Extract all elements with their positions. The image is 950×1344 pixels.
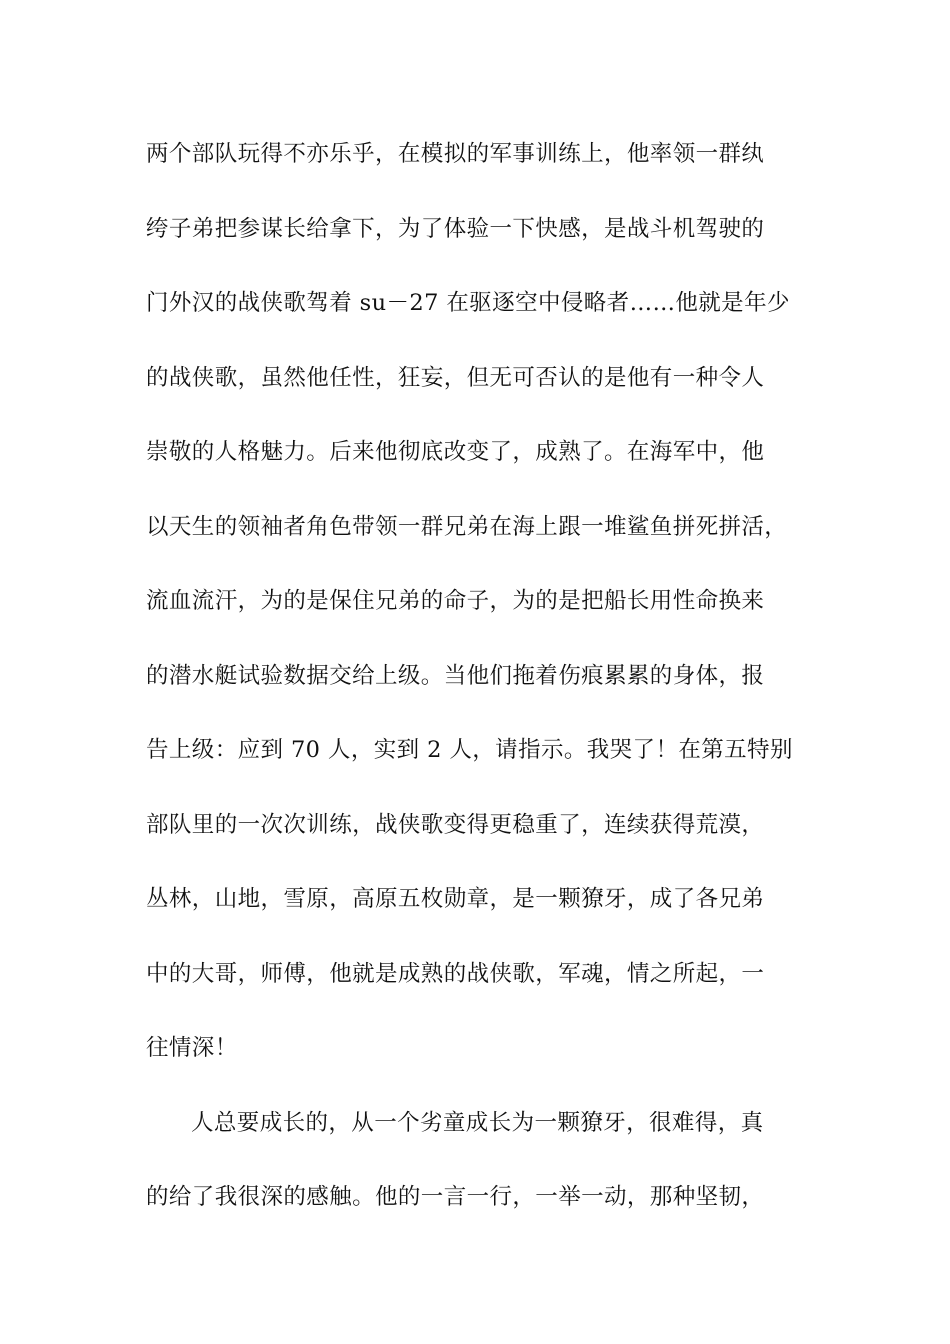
paragraph-2 (146, 1101, 826, 1250)
text-line: 的战侠歌，虽然他任性，狂妄，但无可否认的是他有一种令人 (146, 364, 765, 391)
body-text (146, 132, 826, 1250)
text-line: 部队里的一次次训练，战侠歌变得更稳重了，连续获得荒漠， (146, 811, 765, 838)
text-line: 崇敬的人格魅力。后来他彻底改变了，成熟了。在海军中，他 (146, 439, 765, 465)
text-line: 往情深！ (146, 1035, 238, 1061)
text-line: 两个部队玩得不亦乐乎，在模拟的军事训练上，他率领一群纨 (146, 141, 765, 167)
text-line: 丛林，山地，雪原，高原五枚勋章，是一颗獠牙，成了各兄弟 (146, 886, 765, 912)
text-line: 人总要成长的，从一个劣童成长为一颗獠牙，很难得，真 (191, 1109, 764, 1136)
paragraph-1 (146, 132, 826, 1101)
text-line: 的给了我很深的感触。他的一言一行，一举一动，那种坚韧， (146, 1184, 765, 1210)
text-line: 绔子弟把参谋长给拿下，为了体验一下快感，是战斗机驾驶的 (146, 215, 765, 242)
text-line: 流血流汗，为的是保住兄弟的命子，为的是把船长用性命换来 (146, 588, 765, 614)
text-line: 门外汉的战侠歌驾着 su－27 在驱逐空中侵略者……他就是年少 (146, 290, 790, 316)
text-line: 告上级：应到 70 人，实到 2 人，请指示。我哭了！在第五特别 (146, 737, 793, 763)
text-line: 中的大哥，师傅，他就是成熟的战侠歌，军魂，情之所起，一 (146, 960, 765, 987)
text-line: 以天生的领袖者角色带领一群兄弟在海上跟一堆鲨鱼拼死拼活， (146, 513, 788, 540)
text-line: 的潜水艇试验数据交给上级。当他们拖着伤痕累累的身体，报 (146, 662, 765, 689)
